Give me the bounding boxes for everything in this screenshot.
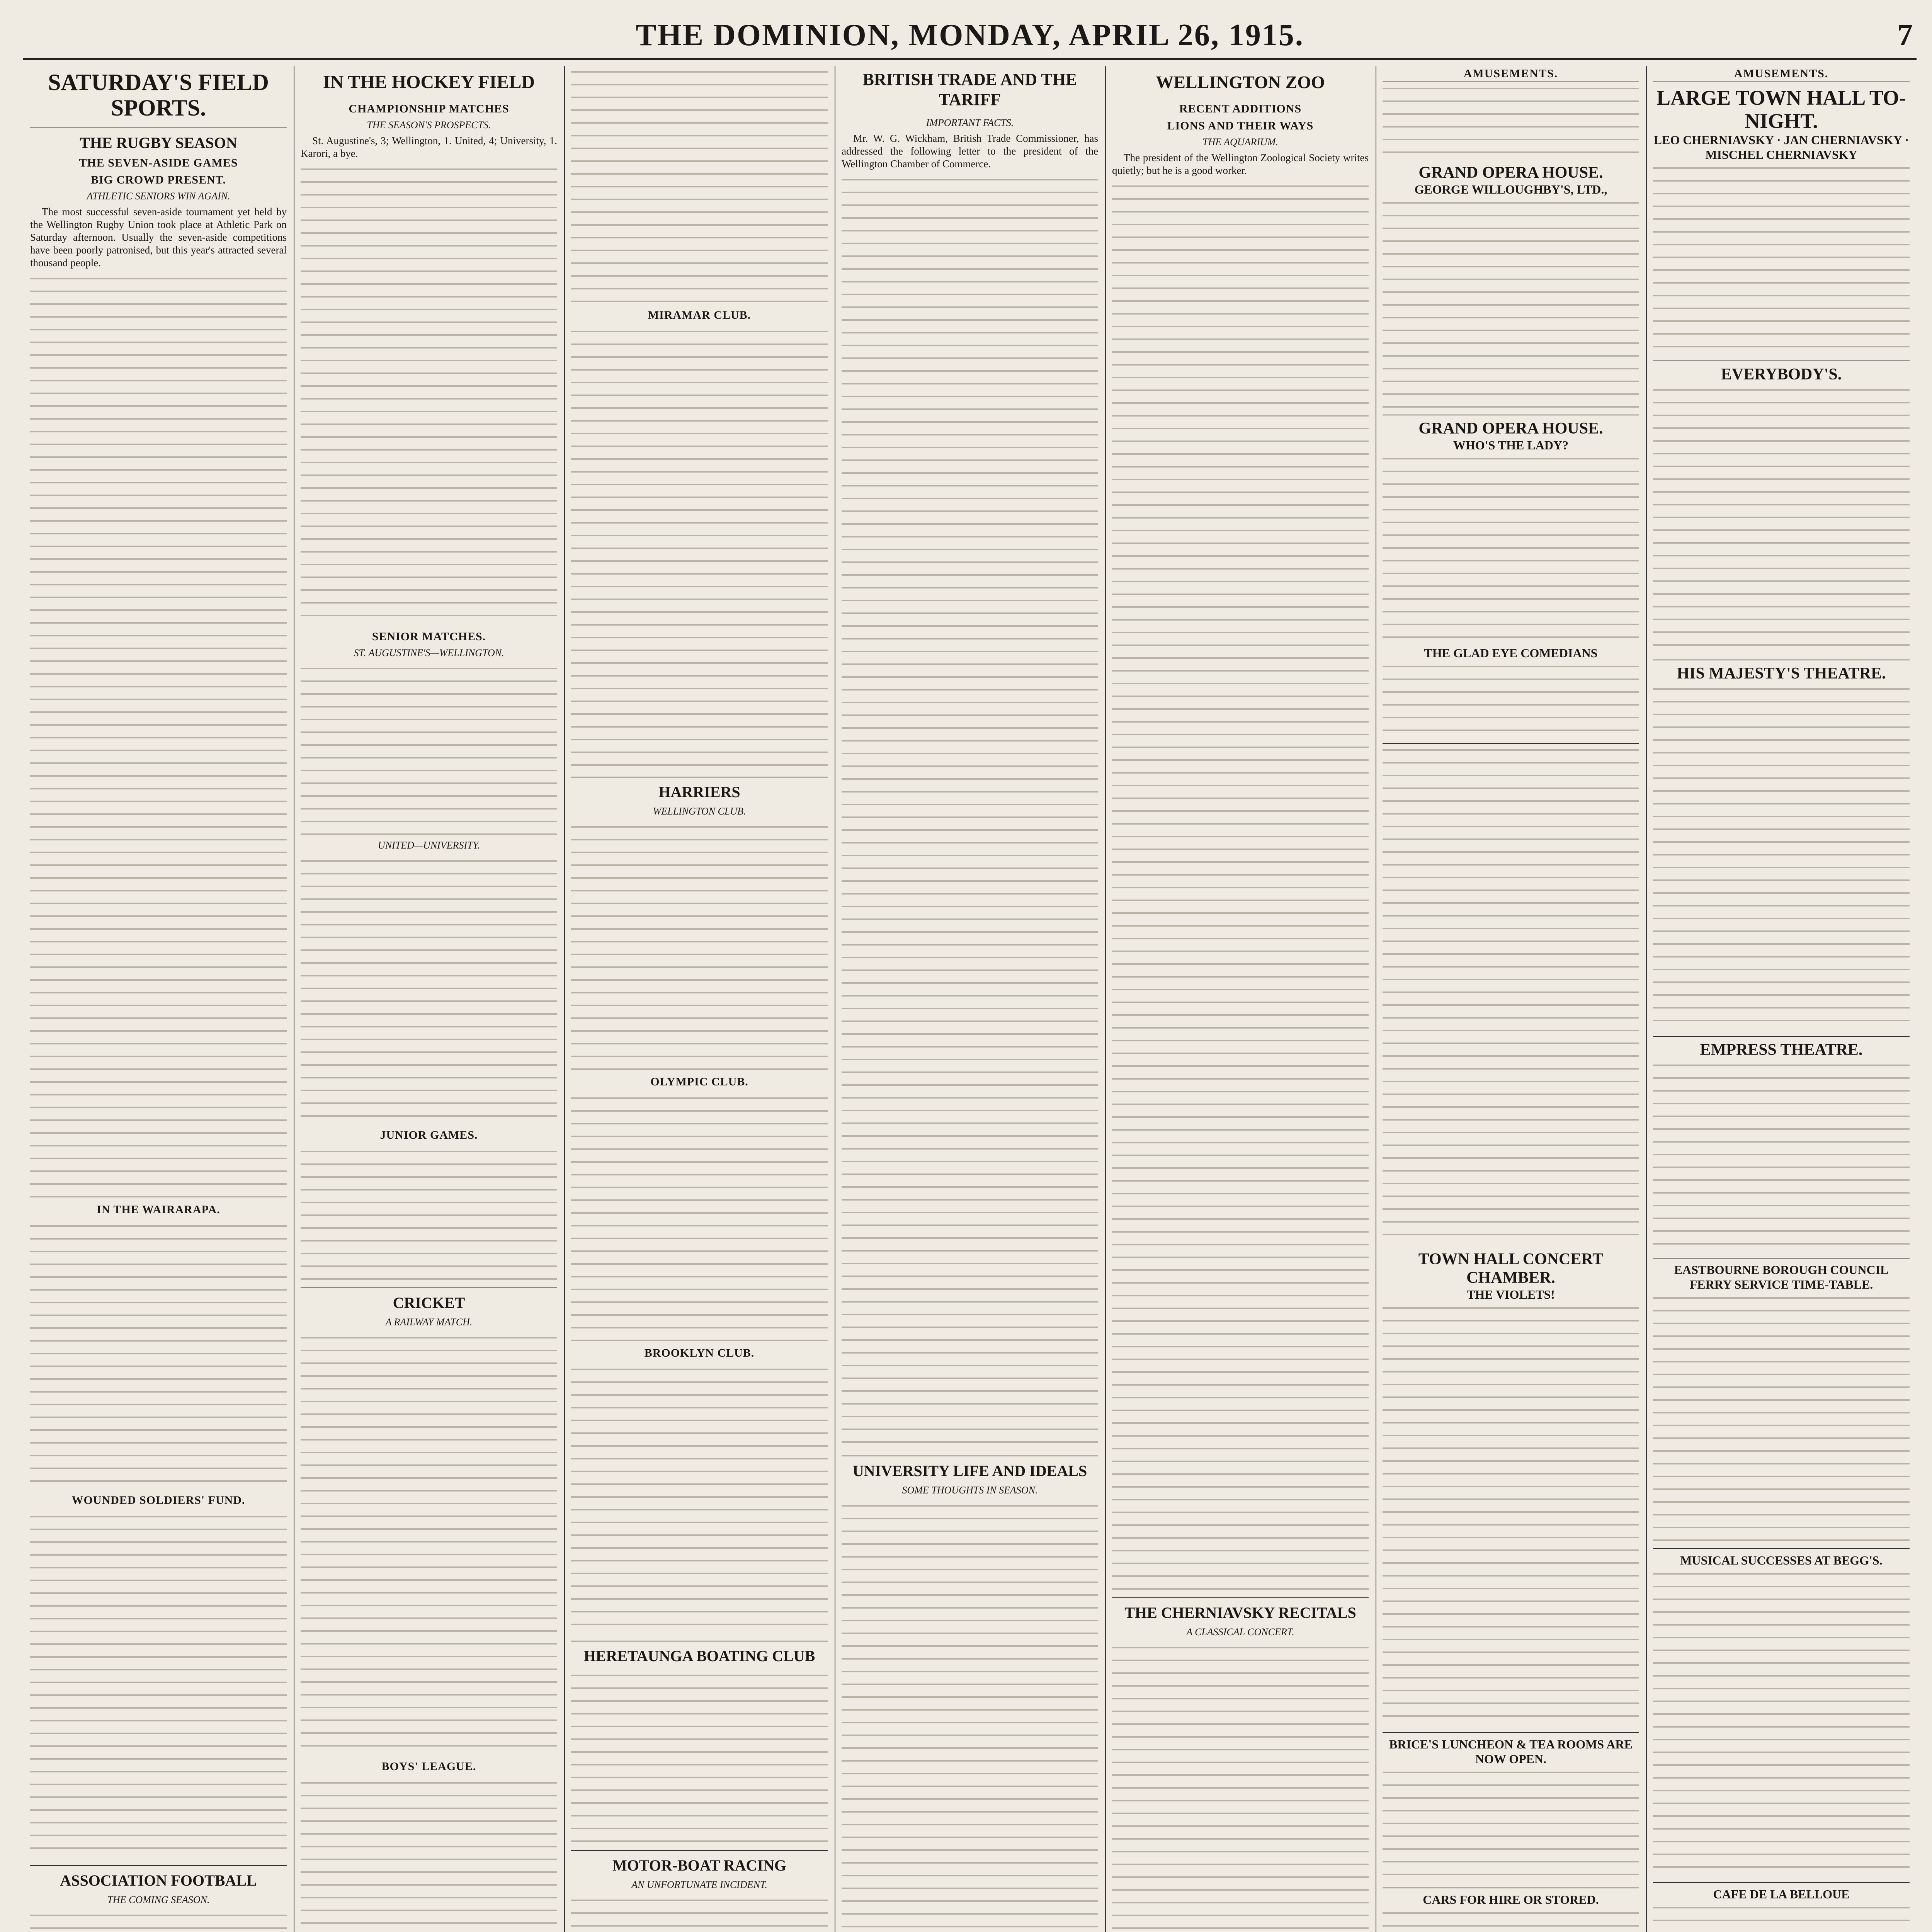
ad-title: LARGE TOWN HALL TO-NIGHT.: [1656, 86, 1906, 133]
article-body: [1112, 180, 1369, 1590]
section-heading: ASSOCIATION FOOTBALL: [30, 1865, 287, 1890]
subheading: THE COMING SEASON.: [107, 1894, 210, 1905]
headline: WELLINGTON ZOO: [1156, 72, 1325, 92]
subheading: RECENT ADDITIONS: [1179, 102, 1302, 115]
subheading: SOME THOUGHTS IN SEASON.: [902, 1485, 1038, 1496]
article-body: [301, 1777, 557, 1932]
article-text: St. Augustine's, 3; Wellington, 1. United, 4; University, 1. Karori, a bye.: [301, 135, 557, 159]
ad-subtitle: GEORGE WILLOUGHBY'S, LTD.,: [1414, 182, 1607, 196]
ad-title: GRAND OPERA HOUSE.: [1418, 164, 1603, 182]
ad-body: [1383, 197, 1639, 409]
article-body: [571, 821, 828, 1072]
article-body: [301, 163, 557, 627]
article-body: [30, 1510, 287, 1858]
subheading: ATHLETIC SENIORS WIN AGAIN.: [87, 190, 230, 202]
column-trade: [835, 66, 1105, 1932]
column-amusements: [1376, 66, 1646, 1932]
ad-body: [1383, 1766, 1639, 1882]
subheading: IMPORTANT FACTS.: [926, 117, 1014, 128]
ad-title: EASTBOURNE BOROUGH COUNCIL FERRY SERVICE TIME-TABLE.: [1674, 1263, 1889, 1291]
subheading: A CLASSICAL CONCERT.: [1186, 1626, 1294, 1638]
advertisement: [1653, 1259, 1910, 1549]
advertisement: [1383, 160, 1639, 415]
advertisement: [1653, 1883, 1910, 1932]
ad-title: GRAND OPERA HOUSE.: [1418, 420, 1603, 437]
article-body: [571, 1669, 828, 1843]
ad-title: CARS FOR HIRE OR STORED.: [1423, 1893, 1599, 1906]
headline: IN THE HOCKEY FIELD: [323, 72, 535, 92]
column-zoo: [1105, 66, 1376, 1932]
subheading: A RAILWAY MATCH.: [385, 1316, 473, 1328]
article-body: [30, 272, 287, 1200]
article-body: [30, 1220, 287, 1490]
section-heading: AMUSEMENTS.: [1653, 66, 1910, 82]
ad-body: [1653, 384, 1910, 654]
ad-body: [1653, 1059, 1910, 1252]
section-heading: MIRAMAR CLUB.: [648, 309, 751, 321]
article-body: [301, 1332, 557, 1757]
ad-title: BRICE'S LUNCHEON & TEA ROOMS ARE NOW OPEN.: [1389, 1737, 1633, 1766]
ad-body: [1653, 1901, 1910, 1932]
ad-title: HIS MAJESTY'S THEATRE.: [1677, 665, 1886, 682]
article-body: [842, 1500, 1098, 1932]
article-body: [301, 855, 557, 1125]
advertisement: [1383, 1888, 1639, 1932]
article-body: [842, 173, 1098, 1449]
ad-body: [1653, 1568, 1910, 1877]
ad-body: [1383, 1302, 1639, 1727]
article-body: [571, 1363, 828, 1634]
masthead: [23, 15, 1917, 60]
article-body: [30, 1909, 287, 1932]
article-body: [571, 1092, 828, 1343]
section-heading: HERETAUNGA BOATING CLUB: [571, 1641, 828, 1665]
section-heading: MOTOR-BOAT RACING: [571, 1850, 828, 1875]
section-heading: WOUNDED SOLDIERS' FUND.: [71, 1494, 245, 1507]
article-body: [571, 325, 828, 770]
advertisement: [1653, 361, 1910, 660]
ad-title: EMPRESS THEATRE.: [1700, 1041, 1863, 1059]
subheading: UNITED—UNIVERSITY.: [378, 840, 480, 851]
ad-title: EVERYBODY'S.: [1721, 366, 1842, 383]
article-body: [571, 66, 828, 305]
article-text: The president of the Wellington Zoological Society writes quietly; but he is a good worker.: [1112, 152, 1369, 176]
subheading: WELLINGTON CLUB.: [653, 806, 746, 817]
headline: SATURDAY'S FIELD SPORTS.: [48, 70, 269, 121]
subheading: THE SEASON'S PROSPECTS.: [367, 119, 491, 131]
column-amusements-2: [1646, 66, 1917, 1932]
section-heading: HARRIERS: [571, 777, 828, 801]
subheading: BIG CROWD PRESENT.: [91, 173, 226, 186]
column-hockey: [294, 66, 564, 1932]
article-body: [1112, 1641, 1369, 1932]
advertisement: [1653, 1037, 1910, 1259]
section-heading: BOYS' LEAGUE.: [381, 1760, 476, 1773]
section-heading: OLYMPIC CLUB.: [650, 1075, 748, 1088]
ad-body: [1653, 162, 1910, 355]
article-text: Mr. W. G. Wickham, British Trade Commissioner, has addressed the following letter to the president of the Wellington Chamber of Commerce.: [842, 133, 1098, 170]
masthead-title: THE DOMINION, MONDAY, APRIL 26, 1915.: [636, 18, 1304, 52]
section-heading: JUNIOR GAMES.: [380, 1129, 478, 1141]
notice: [1383, 82, 1639, 160]
section-heading: SENIOR MATCHES.: [372, 630, 486, 643]
subheading: LIONS AND THEIR WAYS: [1167, 119, 1314, 132]
article-body: [1383, 744, 1639, 1246]
ad-title: MUSICAL SUCCESSES AT BEGG'S.: [1680, 1553, 1883, 1567]
ad-body: [1383, 660, 1639, 738]
advertisement: [1383, 415, 1639, 744]
section-heading: THE RUGBY SEASON: [30, 128, 287, 152]
article-text: The most successful seven-aside tournament yet held by the Wellington Rugby Union took place at Athletic Park on Saturday afternoon. Usually the seven-aside competitions have been poorly patronised, but this year's attracted several thousand people.: [30, 206, 287, 269]
section-heading: AMUSEMENTS.: [1383, 66, 1639, 82]
subheading: THE AQUARIUM.: [1202, 136, 1278, 148]
ad-body: [1653, 683, 1910, 1031]
article-body: [301, 1145, 557, 1281]
advertisement: [1653, 660, 1910, 1037]
section-heading: IN THE WAIRARAPA.: [97, 1203, 220, 1216]
article-body: [571, 1894, 828, 1932]
section-heading: THE CHERNIAVSKY RECITALS: [1112, 1597, 1369, 1622]
subheading: THE SEVEN-ASIDE GAMES: [79, 156, 238, 169]
ad-title: CAFE DE LA BELLOUE: [1713, 1887, 1850, 1901]
ad-body: [1383, 1907, 1639, 1932]
ad-subtitle: THE VIOLETS!: [1467, 1287, 1555, 1301]
subheading: ST. AUGUSTINE'S—WELLINGTON.: [354, 647, 504, 658]
advertisement: [1653, 82, 1910, 361]
subheading: CHAMPIONSHIP MATCHES: [349, 102, 509, 115]
ad-body: [1653, 1292, 1910, 1543]
advertisement: [1653, 1549, 1910, 1883]
ad-body: [1383, 452, 1639, 646]
column-clubs: [564, 66, 835, 1932]
ad-subtitle: LEO CHERNIAVSKY · JAN CHERNIAVSKY · MISCHEL CHERNIAVSKY: [1653, 133, 1909, 162]
column-sports: [23, 66, 294, 1932]
ad-title: TOWN HALL CONCERT CHAMBER.: [1418, 1250, 1604, 1287]
ad-subtitle: THE GLAD EYE COMEDIANS: [1424, 646, 1598, 660]
article-body: [301, 662, 557, 836]
page-number: 7: [1897, 18, 1913, 52]
ad-subtitle: WHO'S THE LADY?: [1453, 438, 1569, 452]
subheading: AN UNFORTUNATE INCIDENT.: [631, 1879, 767, 1890]
newspaper-page: [23, 15, 1917, 1932]
section-heading: CRICKET: [301, 1287, 557, 1312]
section-heading: BROOKLYN CLUB.: [644, 1347, 755, 1359]
advertisement: [1383, 1246, 1639, 1733]
headline: BRITISH TRADE AND THE TARIFF: [862, 70, 1077, 109]
advertisement: [1383, 1733, 1639, 1888]
section-heading: UNIVERSITY LIFE AND IDEALS: [842, 1456, 1098, 1480]
